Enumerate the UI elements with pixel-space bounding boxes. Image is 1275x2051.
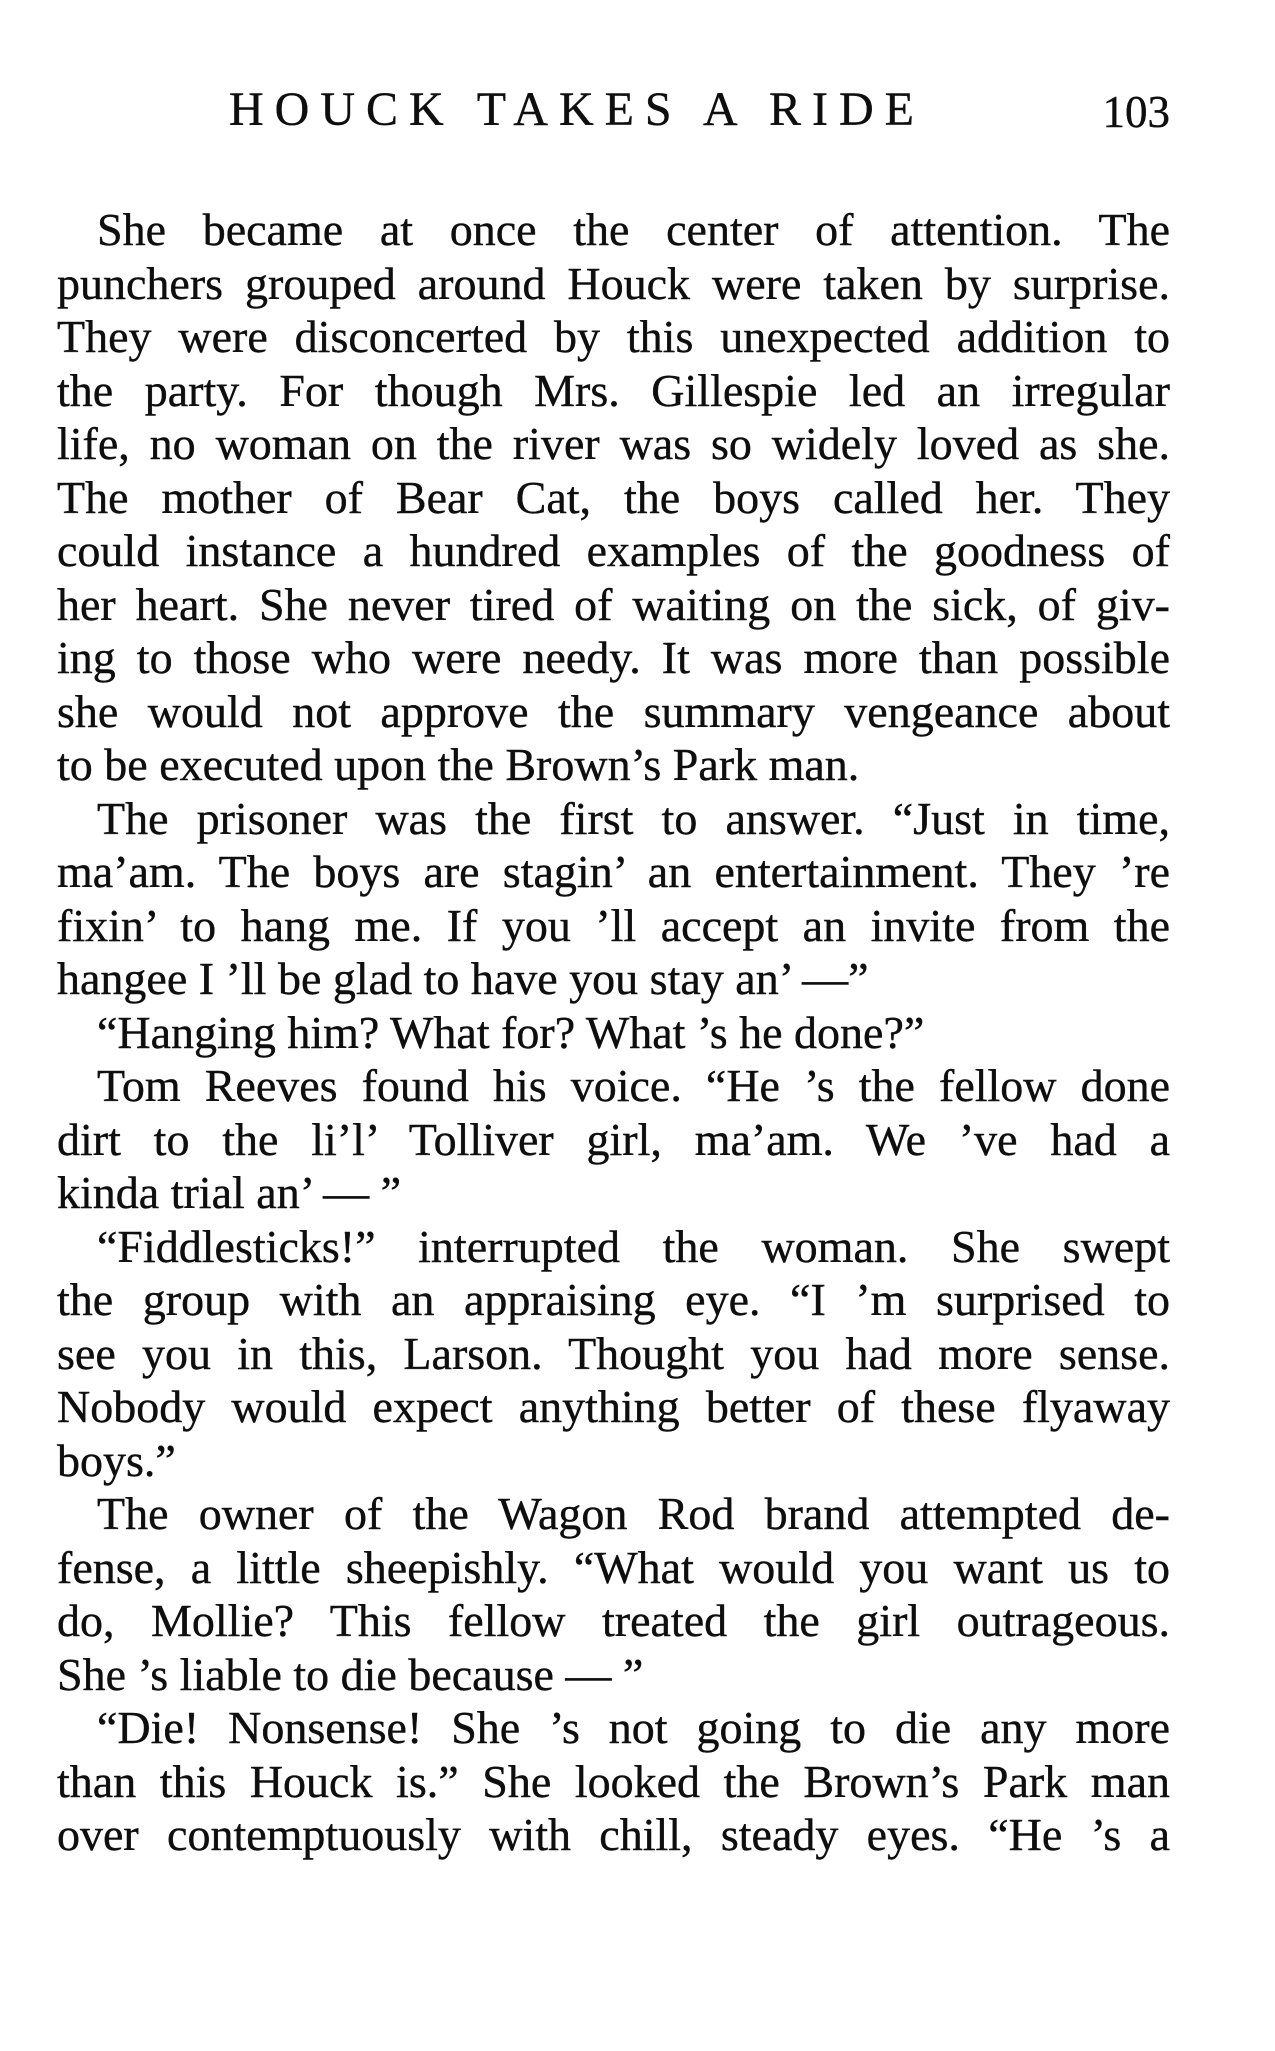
text-line: “Hanging him? What for? What ’s he done?” (97, 1006, 925, 1058)
paragraph (57, 792, 1170, 1006)
text-line: fixin’ to hang me. If you ’ll accept an invite from the (57, 899, 1170, 951)
text-line: boys.” (57, 1434, 176, 1486)
text-line: The prisoner was the first to answer. “Just in time, (97, 792, 1170, 844)
text-line: ma’am. The boys are stagin’ an entertainment. They ’re (57, 846, 1170, 897)
paragraph (57, 1487, 1170, 1701)
text-line: see you in this, Larson. Thought you had more sense. (57, 1327, 1170, 1379)
paragraph (57, 1059, 1170, 1220)
text-line: Nobody would expect anything better of these flyaway (57, 1381, 1170, 1432)
text-line: Tom Reeves found his voice. “He ’s the fellow done (97, 1060, 1170, 1111)
text-line: she would not approve the summary vengeance about (57, 685, 1170, 737)
page-body (57, 203, 1170, 1862)
paragraph (57, 1006, 1170, 1060)
text-line: The mother of Bear Cat, the boys called her. They (57, 471, 1170, 523)
text-line: over contemptuously with chill, steady eyes. “He ’s a (57, 1809, 1170, 1860)
page-header (57, 82, 1170, 142)
text-line: punchers grouped around Houck were taken by surprise. (57, 257, 1170, 309)
text-line: to be executed upon the Brown’s Park man. (57, 739, 860, 790)
text-line: dirt to the li’l’ Tolliver girl, ma’am. We ’ve had a (57, 1113, 1170, 1165)
text-line: “Fiddlesticks!” interrupted the woman. She swept (97, 1220, 1170, 1272)
paragraph (57, 203, 1170, 792)
text-line: kinda trial an’ — ” (57, 1167, 402, 1218)
page-number: 103 (1102, 87, 1170, 137)
text-line: do, Mollie? This fellow treated the girl outrageous. (57, 1595, 1170, 1646)
running-title: HOUCK TAKES A RIDE (229, 83, 925, 136)
text-line: life, no woman on the river was so widely loved as she. (57, 418, 1170, 469)
text-line: The owner of the Wagon Rod brand attempted de- (97, 1488, 1170, 1539)
paragraph (57, 1701, 1170, 1862)
text-line: her heart. She never tired of waiting on the sick, of giv- (57, 578, 1170, 630)
text-line: than this Houck is.” She looked the Brown’s Park man (57, 1755, 1170, 1807)
text-line: “Die! Nonsense! She ’s not going to die any more (97, 1702, 1170, 1753)
text-line: the group with an appraising eye. “I ’m surprised to (57, 1274, 1170, 1325)
text-line: They were disconcerted by this unexpected addition to (57, 311, 1170, 362)
text-line: ing to those who were needy. It was more than possible (57, 632, 1170, 683)
text-line: the party. For though Mrs. Gillespie led an irregular (57, 364, 1170, 416)
text-line: hangee I ’ll be glad to have you stay an’ —” (57, 953, 869, 1004)
text-line: could instance a hundred examples of the goodness of (57, 525, 1170, 576)
text-line: She ’s liable to die because — ” (57, 1648, 644, 1700)
text-line: fense, a little sheepishly. “What would you want us to (57, 1541, 1170, 1593)
text-line: She became at once the center of attention. The (97, 204, 1170, 255)
paragraph (57, 1220, 1170, 1488)
